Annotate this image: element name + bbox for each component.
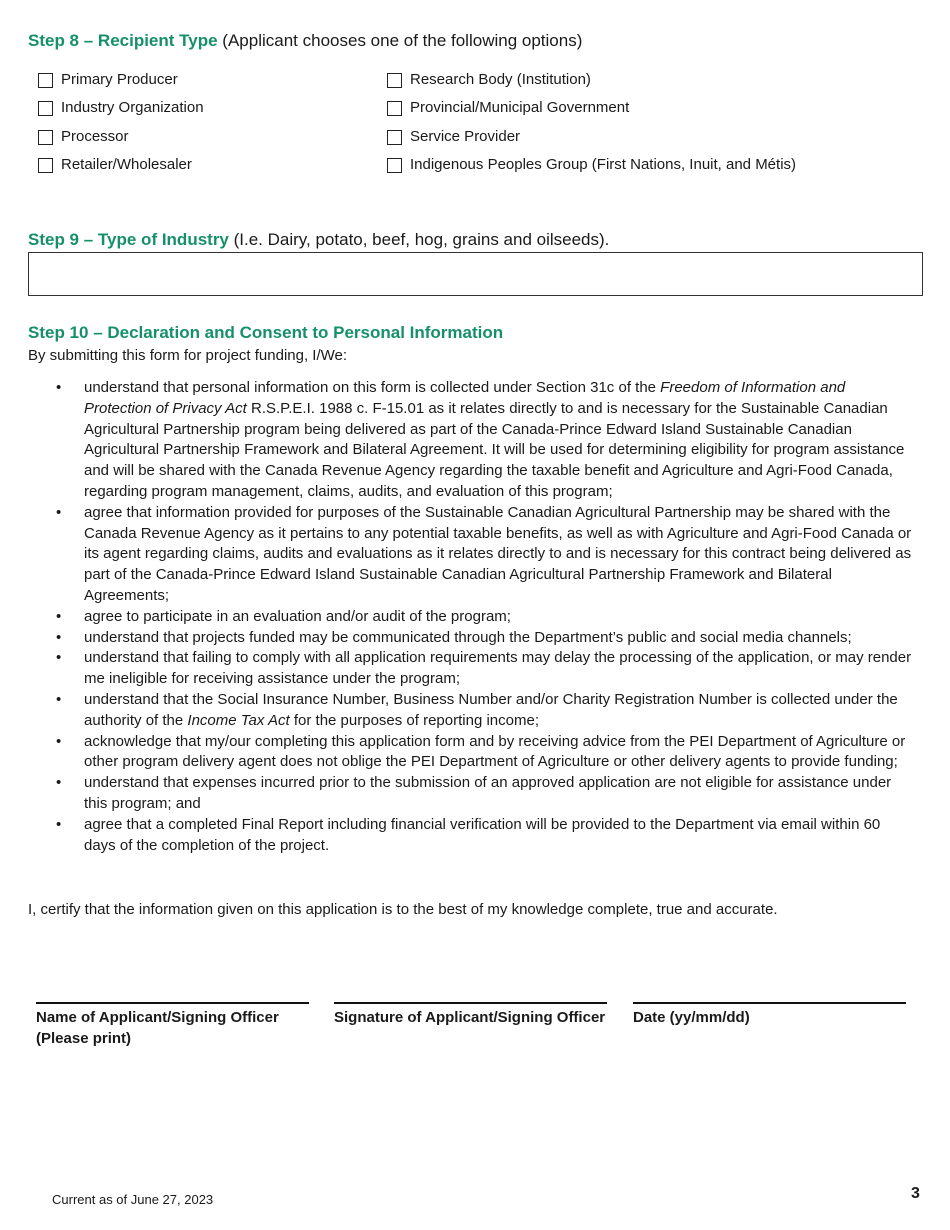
date-line[interactable]	[633, 984, 906, 1004]
option-label: Research Body (Institution)	[410, 71, 591, 88]
option-industry-organization[interactable]	[38, 98, 204, 118]
name-label-line2: (Please print)	[36, 1030, 132, 1047]
option-service-provider[interactable]	[387, 127, 520, 147]
step9-heading	[28, 229, 609, 251]
list-item: • agree that a completed Final Report including financial verification will be provided to the Department via email within 60 days of the completion of the project.	[28, 815, 913, 857]
list-item: • understand that expenses incurred prior to the submission of an approved application are not eligible for assistance under this program; and	[28, 773, 913, 815]
act-title: Income Tax Act	[187, 711, 290, 729]
name-label-line1: Name of Applicant/Signing Officer	[36, 1009, 279, 1026]
list-item: • agree that information provided for purposes of the Sustainable Canadian Agricultural Partnership may be shared with the Canada Revenue Agency as it pertains to any potential taxable benefits, as well as with Agriculture and Agri-Food Canada or its agent regarding claims, audits and evaluations as it relates directly to and is necessary for this contract being delivered as part of the Canada-Prince Edward Island Sustainable Canadian Agricultural Partnership Framework and Bilateral Agreements;	[28, 503, 913, 607]
bullet-text: understand that the Social Insurance Number, Business Number and/or Charity Registration Number is collected under the authority of the	[84, 690, 898, 729]
list-item: • understand that failing to comply with all application requirements may delay the processing of the application, or may render me ineligible for receiving assistance under the program;	[28, 648, 913, 690]
step9-title: Step 9 – Type of Industry	[28, 230, 229, 249]
option-label: Industry Organization	[61, 99, 204, 116]
checkbox-indigenous-peoples-group[interactable]	[387, 158, 402, 173]
checkbox-service-provider[interactable]	[387, 130, 402, 145]
declaration-intro: By submitting this form for project funding, I/We:	[28, 347, 348, 364]
bullet-text: understand that personal information on this form is collected under Section 31c of the	[84, 379, 661, 396]
option-label: Service Provider	[410, 128, 521, 145]
list-item	[28, 378, 913, 503]
checkbox-industry-organization[interactable]	[38, 101, 53, 116]
bullet-text: for the purposes of reporting income;	[289, 711, 539, 729]
step8-heading	[28, 30, 582, 52]
step8-subtitle: (Applicant chooses one of the following options)	[217, 31, 583, 50]
page-number: 3	[911, 1185, 920, 1202]
act-title: Freedom of Information and Protection of Privacy Act	[84, 379, 846, 417]
list-item: • agree to participate in an evaluation and/or audit of the program;	[28, 607, 913, 628]
option-retailer-wholesaler[interactable]	[38, 155, 192, 175]
list-item	[28, 690, 913, 732]
checkbox-provincial-municipal-government[interactable]	[387, 101, 402, 116]
option-label: Processor	[61, 128, 129, 145]
option-label: Indigenous Peoples Group (First Nations, Inuit, and Métis)	[410, 156, 797, 173]
type-of-industry-field[interactable]	[28, 252, 923, 296]
name-signature-block	[36, 984, 309, 1049]
checkbox-research-body[interactable]	[387, 73, 402, 88]
signature-label: Signature of Applicant/Signing Officer	[334, 1009, 606, 1026]
signature-block	[334, 984, 607, 1028]
option-primary-producer[interactable]	[38, 70, 178, 90]
step10-heading	[28, 322, 503, 344]
bullet-text: R.S.P.E.I. 1988 c. F-15.01 as it relates directly to and is necessary for the Sustainable Canadian Agricultural Partnership program being delivered as part of the Canada-Prince Edward Island Sustainable Canadian Agricultural Partnership Framework and Bilateral Agreement. It will be used for determining eligibility for program assistance and will be shared with the Canada Revenue Agency regarding the taxable benefit and Agriculture and Agri-Food Canada, regarding program management, claims, audits, and evaluation of this program;	[84, 399, 905, 500]
name-line[interactable]	[36, 984, 309, 1004]
step10-title: Step 10 – Declaration and Consent to Personal Information	[28, 323, 504, 342]
date-block	[633, 984, 906, 1028]
declaration-list	[28, 378, 913, 856]
option-label: Provincial/Municipal Government	[410, 99, 630, 116]
step8-title: Step 8 – Recipient Type	[28, 31, 218, 50]
checkbox-processor[interactable]	[38, 130, 53, 145]
step9-subtitle: (I.e. Dairy, potato, beef, hog, grains and oilseeds).	[228, 230, 610, 249]
signature-line[interactable]	[334, 984, 607, 1004]
date-label: Date (yy/mm/dd)	[633, 1009, 750, 1026]
certification-statement: I, certify that the information given on this application is to the best of my knowledge complete, true and accurate.	[28, 901, 778, 918]
option-label: Primary Producer	[61, 71, 178, 88]
name-label	[36, 1007, 309, 1049]
footer-current-as-of: Current as of June 27, 2023	[52, 1192, 214, 1207]
checkbox-retailer-wholesaler[interactable]	[38, 158, 53, 173]
list-item: • understand that projects funded may be communicated through the Department’s public and social media channels;	[28, 628, 913, 649]
option-label: Retailer/Wholesaler	[61, 156, 192, 173]
checkbox-primary-producer[interactable]	[38, 73, 53, 88]
option-provincial-municipal-government[interactable]	[387, 98, 629, 118]
option-indigenous-peoples-group[interactable]	[387, 155, 796, 175]
list-item: • acknowledge that my/our completing this application form and by receiving advice from the PEI Department of Agriculture or other program delivery agent does not oblige the PEI Department of Agriculture or other delivery agents to provide funding;	[28, 732, 913, 774]
option-research-body[interactable]	[387, 70, 591, 90]
option-processor[interactable]	[38, 127, 129, 147]
